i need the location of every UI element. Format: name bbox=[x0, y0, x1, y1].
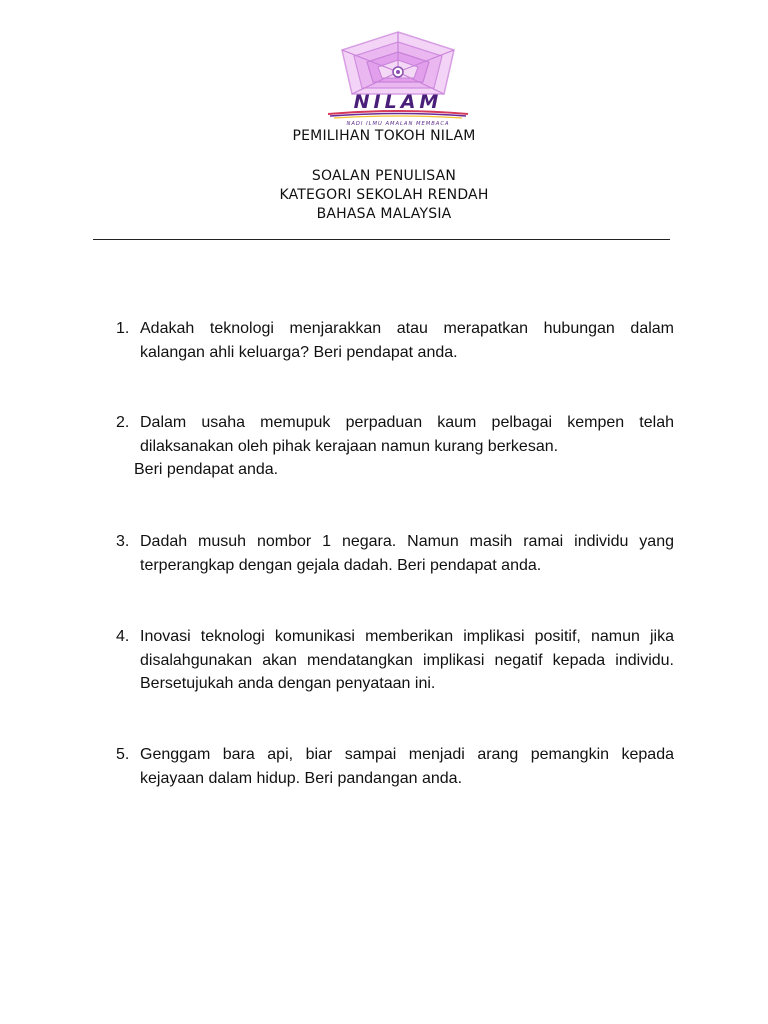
question-text: Dalam usaha memupuk perpaduan kaum pelbagai kempen telah dilaksanakan oleh pihak kerajaan namun kurang berkesan. bbox=[140, 414, 674, 455]
question-item bbox=[116, 625, 674, 696]
question-item bbox=[116, 411, 674, 482]
question-followup: Beri pendapat anda. bbox=[134, 461, 279, 478]
nilam-wordmark: NILAM bbox=[353, 91, 443, 113]
question-item bbox=[116, 530, 674, 577]
document-subtitle-language: BAHASA MALAYSIA bbox=[316, 206, 452, 222]
question-number: 2. bbox=[116, 414, 130, 431]
question-number: 4. bbox=[116, 628, 130, 645]
question-text: Adakah teknologi menjarakkan atau merapatkan hubungan dalam kalangan ahli keluarga? Beri pendapat anda. bbox=[140, 320, 674, 361]
question-text: Dadah musuh nombor 1 negara. Namun masih ramai individu yang terperangkap dengan gejala dadah. Beri pendapat anda. bbox=[140, 533, 674, 574]
question-number: 1. bbox=[116, 320, 130, 337]
document-subtitle-category: KATEGORI SEKOLAH RENDAH bbox=[279, 187, 489, 203]
question-number: 5. bbox=[116, 746, 130, 763]
document-subtitle-type: SOALAN PENULISAN bbox=[311, 168, 457, 184]
question-item bbox=[116, 317, 674, 364]
question-number: 3. bbox=[116, 533, 130, 550]
question-text: Inovasi teknologi komunikasi memberikan implikasi positif, namun jika disalahgunakan akan mendatangkan implikasi negatif kepada individu. Bersetujukah anda dengan penyataan ini. bbox=[140, 628, 674, 692]
document-title: PEMILIHAN TOKOH NILAM bbox=[292, 128, 476, 144]
question-item bbox=[116, 743, 674, 790]
question-text: Genggam bara api, biar sampai menjadi arang pemangkin kepada kejayaan dalam hidup. Beri pandangan anda. bbox=[140, 746, 674, 787]
nilam-tagline: NADI ILMU AMALAN MEMBACA bbox=[346, 121, 450, 127]
